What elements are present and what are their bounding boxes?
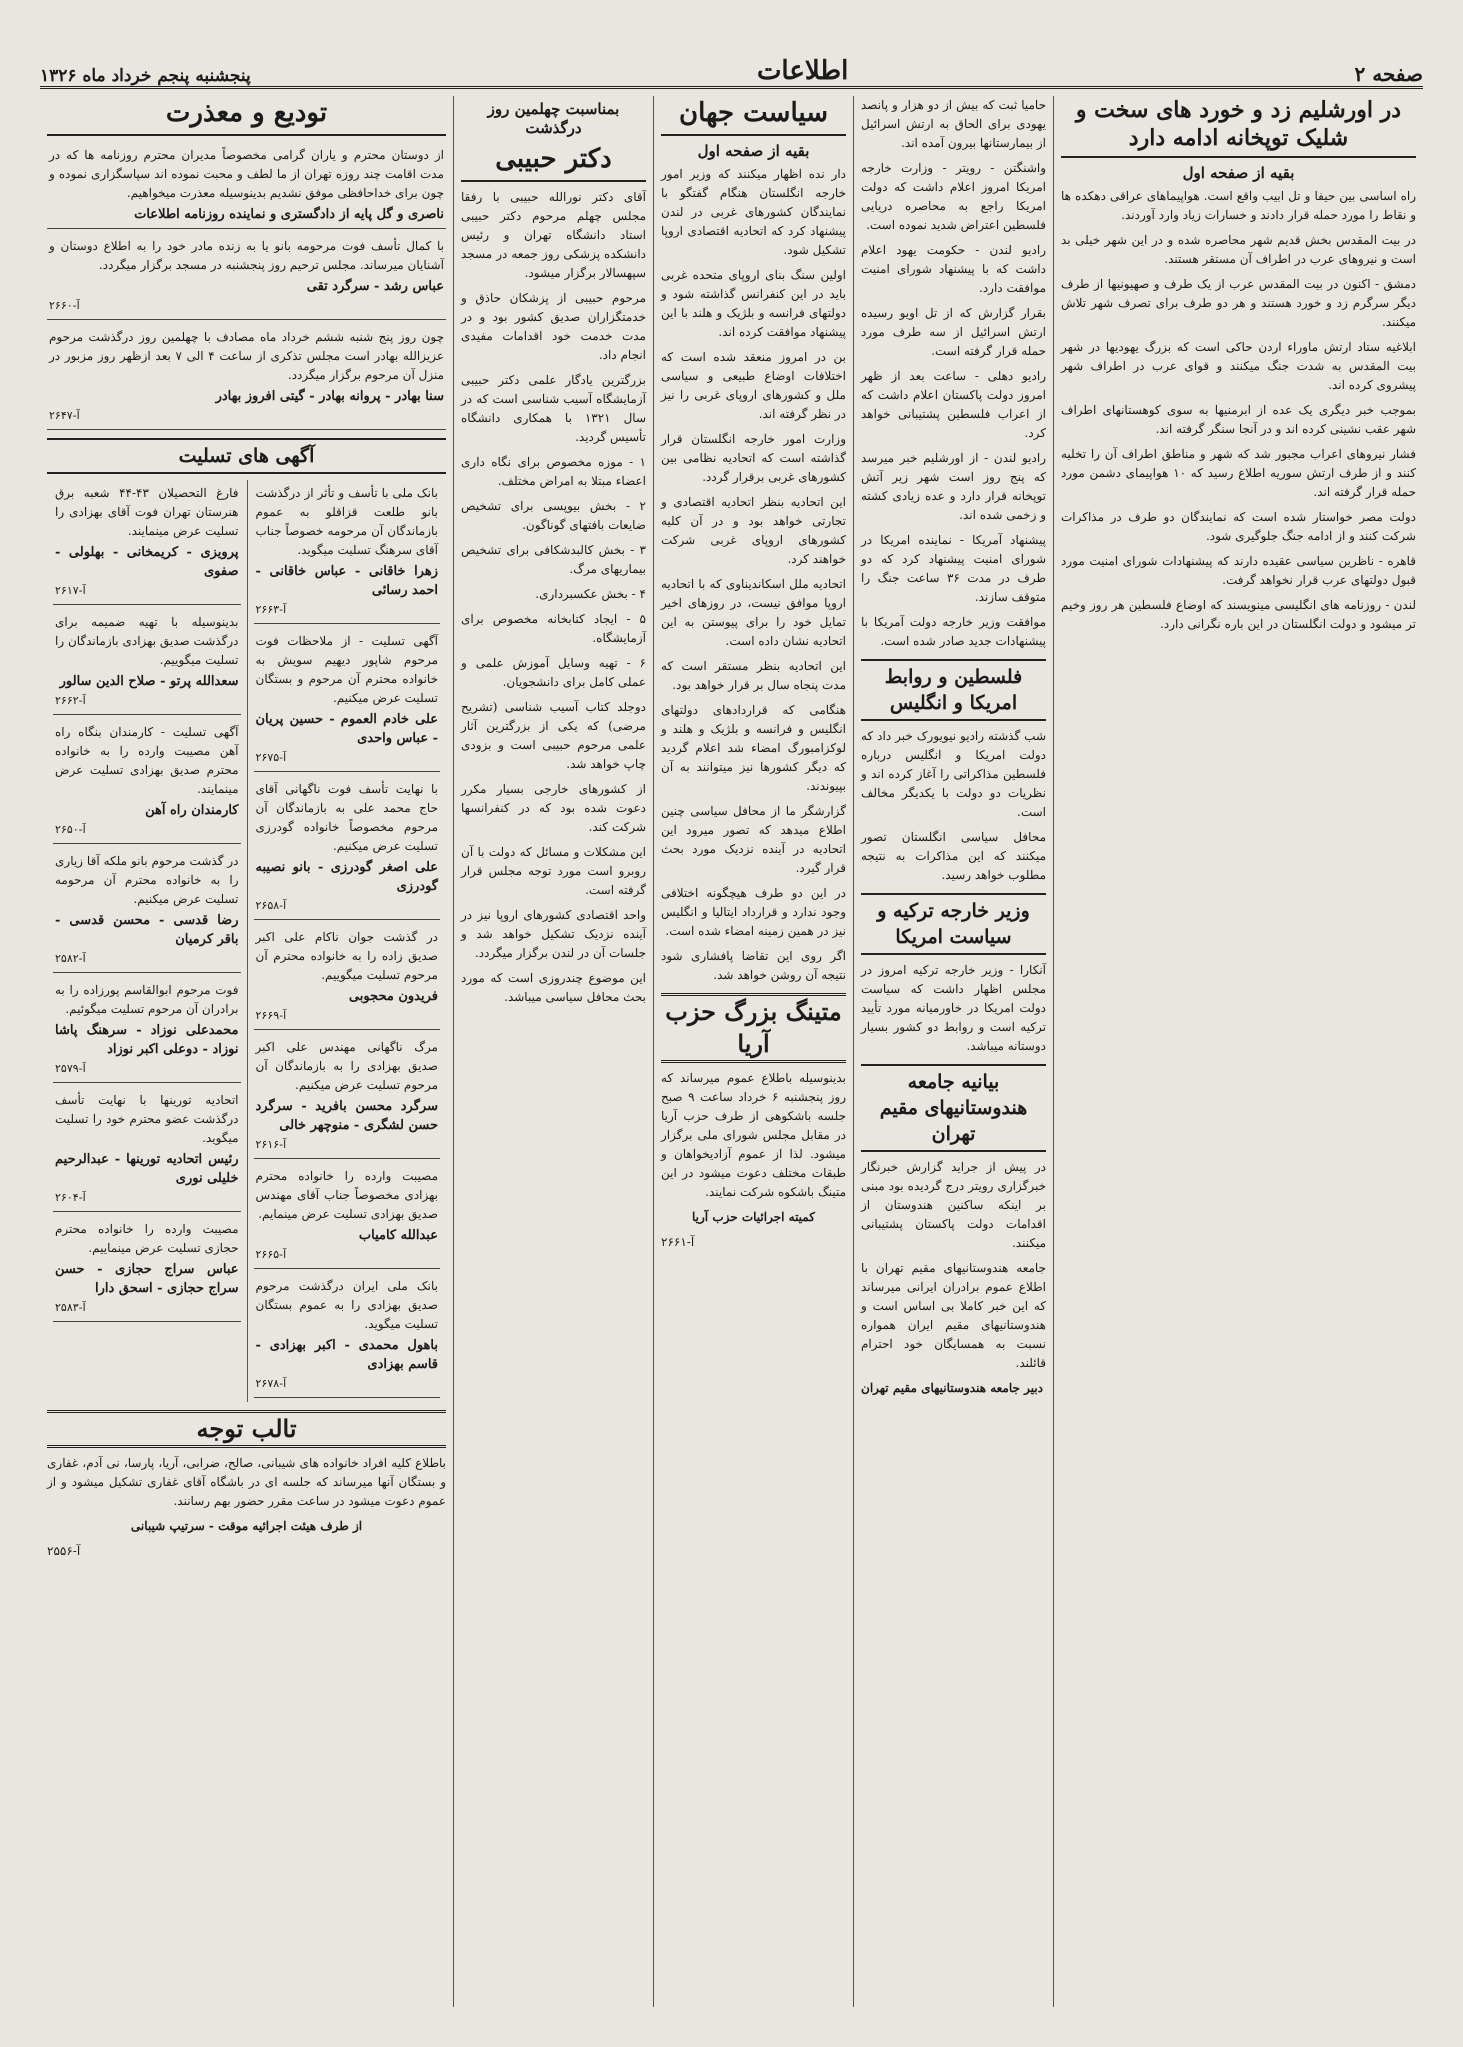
ad-code: آ-۲۵۵۶ — [47, 1544, 81, 1558]
article-paragraph: بموجب خبر دیگری یک عده از ابرمنیها به سوی کوهستانهای اطراف شهر عقب نشینی کرده اند و در آنجا سنگر گرفته اند. — [1061, 403, 1416, 436]
article-paragraph: ۴ - بخش عکسبرداری. — [535, 587, 646, 601]
notice-names: فریدون محجوبی — [348, 989, 438, 1004]
article-paragraph: از کشورهای خارجی بسیار مکرر دعوت شده بود که در کنفرانسها شرکت کند. — [461, 782, 646, 834]
page-header — [40, 52, 1423, 89]
notice-names: علی خادم العموم - حسین پریان - عباس واحدی — [255, 712, 438, 746]
article-paragraph: موافقت وزیر خارجه دولت آمریکا با پیشنهادات جدید صادر شده است. — [861, 615, 1046, 648]
article-paragraph: بن در امروز منعقد شده است که اختلافات اوضاع طبیعی و سیاسی ملل و کشورهای اروپای غربی را نیز در نظر گرفته اند. — [661, 350, 846, 421]
article-paragraph: بقرار گزارش که از تل اویو رسیده ارتش اسرائیل از سه طرف مورد حمله قرار گرفته است. — [861, 306, 1046, 358]
condolence-notice — [254, 1163, 441, 1269]
notice-code: آ-۲۶۵۰ — [55, 823, 86, 836]
notice-code: آ-۲۶۰۴ — [55, 1191, 86, 1204]
attention-ad-title: تالب توجه — [47, 1410, 446, 1448]
article-paragraph: آقای دکتر نورالله حبیبی با رفقا مجلس چهلم مرحوم دکتر حبیبی استاد دانشگاه تهران و رئیس دانشکده پزشکی روز جمعه در مسجد سپهسالار برگزار میشود. — [461, 190, 646, 280]
condolence-notice — [53, 848, 241, 973]
section-title-turkey: وزیر خارجه ترکیه و سیاست امریکا — [861, 893, 1046, 955]
article-paragraph: رادیو لندن - حکومت یهود اعلام داشت که با پیشنهاد شورای امنیت موافقت دارد. — [861, 243, 1046, 295]
notice-code: آ-۲۶۶۳ — [255, 603, 287, 616]
article-paragraph: وزارت امور خارجه انگلستان قرار گذاشته است که اتحادیه نظامی بین کشورهای غربی برقرار گردد. — [661, 432, 846, 484]
aria-party-ad-signature: کمیته اجرائیات حزب آریا — [692, 1210, 815, 1224]
notice-text: با کمال تأسف فوت مرحومه بانو یا به زنده مادر خود را به اطلاع دوستان و آشنایان میرساند. مجلس ترحیم روز پنجشنبه در مسجد برگزار میگردد. — [49, 239, 444, 272]
notice-text: مرگ ناگهانی مهندس علی اکبر صدیق بهزادی را به بازماندگان آن مرحوم تسلیت عرض میکنیم. — [255, 1040, 438, 1092]
condolence-notice — [254, 1273, 441, 1398]
notice-code: آ-۲۶۶۲ — [55, 694, 86, 707]
condolence-notice — [53, 719, 241, 844]
notice-code: آ-۲۶۶۹ — [255, 1009, 287, 1022]
aria-party-ad-text: بدینوسیله باطلاع عموم میرساند که روز پنجشنبه ۶ خرداد ساعت ۹ صبح جلسه باشکوهی از طرف حزب آریا در مقابل مجلس شورای ملی برگزار میشود. لذا از عموم آزادیخواهان و طبقات مختلف دعوت میشود در این متینگ باشکوه شرکت نمایند. — [661, 1071, 847, 1199]
article-paragraph: مرحوم حبیبی از پزشکان حاذق و خدمتگزاران صدیق کشور بود و در مدت خدمت خود اقدامات مفیدی انجام داد. — [461, 291, 646, 362]
notice-code: آ-۲۶۶۰ — [49, 299, 80, 312]
headline-jerusalem: در اورشلیم زد و خورد های سخت و شلیک توپخانه ادامه دارد — [1061, 96, 1416, 158]
condolence-column — [247, 480, 447, 1402]
article-paragraph: اگر روی این تقاضا پافشاری شود نتیجه آن روشن خواهد شد. — [661, 949, 846, 982]
column-jerusalem — [1053, 96, 1423, 2007]
article-paragraph: ۱ - موزه مخصوص برای نگاه داری اعضاء مبتلا به امراض مختلف. — [461, 455, 646, 488]
notice-names: زهرا خاقانی - عباس خاقانی - احمد رسائی — [255, 564, 438, 598]
ad-code: آ-۲۶۶۱ — [661, 1235, 695, 1249]
article-paragraph: این موضوع چندروزی است که مورد بحث محافل سیاسی میباشد. — [461, 971, 646, 1004]
article-paragraph: جامعه هندوستانیهای مقیم تهران با اطلاع عموم برادران ایرانی میرساند که این خبر کاملا بی اساس است و هندوستانیهای مقیم ایران همواره نسبت به همسایگان خود احترام قائلند. — [861, 1261, 1046, 1370]
article-paragraph: ۶ - تهیه وسایل آموزش علمی و عملی کامل برای دانشجویان. — [461, 656, 646, 689]
notice-names: کارمندان راه آهن — [145, 803, 239, 818]
article-paragraph: ۲ - بخش بیوپسی برای تشخیص ضایعات بافتهای گوناگون. — [461, 499, 646, 532]
article-paragraph: هنگامی که قراردادهای دولتهای انگلیس و فرانسه و بلژیک و هلند و لوکزامبورگ امضاء شد اعلام گردید که دیگر کشورها نیز میتوانند به آن بپیوندند. — [661, 703, 846, 793]
article-paragraph: دار نده اظهار میکنند که وزیر امور خارجه انگلستان هنگام گفتگو با نمایندگان کشورهای غربی در لندن پیشنهاد کرد که اتحادیه اقتصادی اروپا تشکیل شود. — [661, 167, 846, 257]
notice-code: آ-۲۶۶۵ — [255, 1248, 287, 1261]
article-paragraph: این اتحادیه بنظر مستقر است که مدت پنجاه سال بر قرار خواهد بود. — [661, 659, 846, 692]
article-paragraph: فشار نیروهای اعراب مجبور شد که شهر و مناطق اطراف آن را تخلیه کنند و از طرف ارتش سوریه اطلاع رسید که ۱۰ هواپیمای دشمن مورد حمله قرار گرفته اند. — [1061, 447, 1416, 499]
continued-label: بقیه از صفحه اول — [697, 142, 810, 160]
headline-farewell: تودیع و معذرت — [47, 96, 446, 136]
notice-code: آ-۲۶۷۵ — [255, 751, 287, 764]
columns — [40, 96, 1423, 2007]
notice-text: فارغ التحصیلان ۴۳-۴۴ شعبه برق هنرستان تهران فوت آقای بهزادی را تسلیت عرض مینمایند. — [55, 486, 239, 538]
article-paragraph: پیشنهاد آمریکا - نماینده امریکا در شورای امنیت پیشنهاد کرد که دو طرف در مدت ۳۶ ساعت جنگ را متوقف سازند. — [861, 533, 1046, 604]
notice-text: اتحادیه تورینها با نهایت تأسف درگذشت عضو محترم خود را تسلیت میگوید. — [55, 1093, 239, 1145]
article-paragraph: راه اساسی بین حیفا و تل ابیب واقع است. هواپیماهای عراقی دهکده ها و نقاط را مورد حمله قرار دادند و خسارات زیاد وارد آوردند. — [1061, 189, 1416, 222]
column-notices — [40, 96, 453, 2007]
article-paragraph: گزارشگر ما از محافل سیاسی چنین اطلاع میدهد که تصور میرود این اتحادیه در آینده نزدیک مورد بحث قرار گیرد. — [661, 804, 846, 875]
notice-code: آ-۲۶۴۷ — [49, 409, 80, 422]
notice-names: محمدعلی نوزاد - سرهنگ پاشا نوزاد - دوعلی اکبر نوزاد — [55, 1023, 239, 1057]
article-paragraph: در این دو طرف هیچگونه اختلافی وجود ندارد و قرارداد ایتالیا و انگلیس نیز در همین زمینه امضاء شده است. — [661, 886, 846, 938]
article-paragraph: این مشکلات و مسائل که دولت با آن روبرو است مورد توجه مجلس قرار گرفته است. — [461, 845, 646, 897]
condolence-notice — [53, 1216, 241, 1322]
article-paragraph: ابلاغیه ستاد ارتش ماوراء اردن حاکی است که بزرگ یهودیها در شهر بیت المقدس به شدت جنگ میکنند و قوای عرب در اطراف شهر پیشروی کرده اند. — [1061, 340, 1416, 392]
notice-code: آ-۲۵۸۲ — [55, 952, 86, 965]
farewell-notice — [47, 142, 446, 229]
article-paragraph: دوجلد کتاب آسیب شناسی (تشریح مرضی) که یکی از بزرگترین آثار علمی مرحوم حبیبی است و بزودی چاپ خواهد شد. — [461, 700, 646, 771]
attention-ad-text: باطلاع کلیه افراد خانواده های شیبانی، صالح، ضرابی، آریا، پارسا، نی آدم، غفاری و بستگان آنها میرساند که جلسه ای در باشگاه آقای غفاری تشکیل میشود و از عموم دعوت میشود در ساعت مقرر حضور بهم رسانند. — [47, 1456, 446, 1508]
article-paragraph: لندن - روزنامه های انگلیسی مینویسند که اوضاع فلسطین هر روز وخیم تر میشود و دولت انگلستان در این باره نگرانی دارد. — [1061, 598, 1416, 631]
notice-text: آگهی تسلیت - کارمندان بنگاه راه آهن مصیبت وارده را به خانواده محترم صدیق بهزادی تسلیت عرض مینمایند. — [55, 725, 239, 796]
notice-names: عباس سراج حجازی - حسن سراج حجازی - اسحق دارا — [55, 1262, 239, 1296]
notice-signature: ناصری و گل پایه از دادگستری و نماینده روزنامه اطلاعات — [134, 207, 444, 222]
continued-label: بقیه از صفحه اول — [1182, 164, 1295, 182]
section-title-indians: بیانیه جامعه هندوستانیهای مقیم تهران — [861, 1064, 1046, 1152]
notice-names: عباس رشد - سرگرد تقی — [306, 279, 444, 294]
article-paragraph: شب گذشته رادیو نیویورک خبر داد که دولت امریکا و انگلیس درباره فلسطین مذاکراتی را آغاز کرده اند و نظریات دو دولت با یکدیگر مخالف است. — [861, 729, 1046, 819]
notice-names: رضا قدسی - محسن قدسی - باقر کرمیان — [55, 913, 239, 947]
notice-code: آ-۲۶۱۶ — [255, 1138, 287, 1151]
notice-text: مصیبت وارده را خانواده محترم حجازی تسلیت عرض مینماییم. — [55, 1222, 239, 1255]
article-paragraph: واشنگتن - رویتر - وزارت خارجه امریکا امروز اعلام داشت که دولت امریکا راجع به محاصره دریایی فلسطین اعتراض شدید نموده است. — [861, 161, 1046, 232]
notice-code: آ-۲۵۸۳ — [55, 1301, 86, 1314]
headline-world-politics: سیاست جهان — [661, 96, 846, 136]
condolence-notice — [254, 776, 441, 920]
notice-text: از دوستان محترم و یاران گرامی مخصوصاً مدیران محترم روزنامه ها که در مدت اقامت چند روزه تهران از ما لطف و محبت نموده اند سپاسگزاری نموده و چون برای خداحافظی موفق نشدیم بدینوسیله معذرت میخواهیم. — [49, 148, 444, 200]
notice-text: در گذشت جوان ناکام علی اکبر صدیق زاده را به خانواده محترم آن مرحوم تسلیت میگوییم. — [255, 930, 438, 982]
article-paragraph: دمشق - اکنون در بیت المقدس عرب از یک طرف و صهیونیها از طرف دیگر سرگرم زد و خورد هستند و هر دو طرف برای تصرف شهر تلاش میکنند. — [1061, 277, 1416, 329]
section-title-palestine: فلسطین و روابط امریکا و انگلیس — [861, 659, 1046, 721]
notice-text: با نهایت تأسف فوت ناگهانی آقای حاج محمد علی به بازماندگان آن مرحوم مخصوصاً خانواده گودرزی تسلیت عرض میکنیم. — [255, 782, 438, 853]
article-paragraph: اولین سنگ بنای اروپای متحده غربی باید در این کنفرانس گذاشته شود و دولتهای فرانسه و بلژیک و هلند با این پیشنهاد موافقت کرده اند. — [661, 268, 846, 339]
article-paragraph: محافل سیاسی انگلستان تصور میکنند که این مذاکرات به نتیجه مطلوب خواهد رسید. — [861, 830, 1046, 882]
aria-party-ad-title: متینگ بزرگ حزب آریا — [661, 993, 846, 1063]
notice-text: بانک ملی ایران درگذشت مرحوم صدیق بهزادی را به عموم بستگان تسلیت میگوید. — [255, 1279, 438, 1331]
paper-name: اطلاعات — [756, 56, 849, 86]
condolence-notice — [53, 1087, 241, 1212]
notice-names: سعدالله پرتو - صلاح الدین سالور — [59, 674, 239, 689]
article-paragraph: بزرگترین یادگار علمی دکتر حبیبی آزمایشگاه آسیب شناسی است که در سال ۱۳۲۱ با همکاری دانشگاه تأسیس گردید. — [461, 373, 646, 444]
notice-text: فوت مرحوم ابوالقاسم پورزاده را به برادران آن مرحوم تسلیت میگوئیم. — [55, 983, 239, 1016]
page-number: صفحه ۲ — [1354, 62, 1423, 86]
article-paragraph: در پیش از جراید گزارش خبرنگار خبرگزاری رویتر درج گردیده بود مبنی بر اینکه ساکنین هندوستان از اقدامات دولت پاکستان پشتیبانی میکنند. — [861, 1160, 1046, 1250]
condolence-columns — [47, 480, 446, 1402]
article-paragraph: اتحادیه ملل اسکاندیناوی که با اتحادیه اروپا موافق نیست، در روزهای اخیر تمایل خود را برای پیوستن به این اتحادیه نشان داده است. — [661, 577, 846, 648]
article-paragraph: واحد اقتصادی کشورهای اروپا نیز در آینده نزدیک تشکیل خواهد شد و جلسات آن در لندن برگزار میگردد. — [461, 908, 646, 960]
column-world-news — [853, 96, 1053, 2007]
article-paragraph: در بیت المقدس بخش قدیم شهر محاصره شده و در این شهر خیلی بد است و نیروهای عرب در اطراف آن مستقر هستند. — [1061, 233, 1416, 266]
condolence-notice — [254, 628, 441, 772]
condolence-notice — [53, 480, 241, 605]
article-paragraph: این اتحادیه بنظر اتحادیه اقتصادی و تجارتی خواهد بود و در آن کلیه کشورهای اروپای غربی شرکت خواهند کرد. — [661, 495, 846, 566]
notice-code: آ-۲۶۵۸ — [255, 899, 287, 912]
issue-date: پنجشنبه پنجم خرداد ماه ۱۳۲۶ — [40, 66, 251, 86]
notice-code: آ-۲۶۷۸ — [255, 1377, 287, 1390]
memorial-notice — [47, 324, 446, 430]
notice-names: پرویزی - کریمخانی - بهلولی - صفوی — [55, 545, 239, 579]
headline-habibi: دکتر حبیبی — [461, 142, 646, 182]
article-paragraph: آنکارا - وزیر خارجه ترکیه امروز در مجلس اظهار داشت که سیاست دولت امریکا در خاورمیانه مورد تأیید ترکیه است و روابط دو کشور بسیار دوستانه میباشد. — [861, 963, 1046, 1053]
article-paragraph: رادیو لندن - از اورشلیم خبر میرسد که پنج روز است شهر زیر آتش توپخانه قرار دارد و عده زیادی کشته و زخمی شده اند. — [861, 451, 1046, 522]
notice-names: سنا بهادر - پروانه بهادر - گیتی افروز بهادر — [215, 389, 444, 404]
condolence-notice — [254, 480, 441, 624]
notice-code: آ-۲۶۱۷ — [55, 584, 86, 597]
habibi-occasion: بمناسبت چهلمین روز درگذشت — [487, 100, 620, 137]
article-paragraph: ۵ - ایجاد کتابخانه مخصوص برای آزمایشگاه. — [461, 612, 646, 645]
notice-code: آ-۲۵۷۹ — [55, 1062, 86, 1075]
condolence-notice — [254, 1034, 441, 1159]
condolence-notice — [53, 977, 241, 1083]
notice-text: در گذشت مرحوم بانو ملکه آقا زیاری را به خانواده محترم آن مرحومه تسلیت عرض میکنیم. — [55, 854, 239, 906]
notice-names: سرگرد محسن بافرید - سرگرد حسن لشگری - منوچهر خالی — [255, 1099, 438, 1133]
notice-names: عبدالله کامیاب — [358, 1228, 438, 1243]
notice-names: باهول محمدی - اکبر بهزادی - قاسم بهزادی — [255, 1338, 438, 1372]
attention-ad-signature: از طرف هیئت اجرائیه موقت - سرتیپ شیبانی — [130, 1519, 363, 1533]
column-world-politics — [653, 96, 853, 2007]
notice-text: بانک ملی با تأسف و تأثر از درگذشت بانو طلعت قزاقلو به عموم بازماندگان آن مرحومه خصوصاً جناب آقای سرهنگ تسلیت میگوید. — [255, 486, 438, 557]
notice-text: مصیبت وارده را خانواده محترم بهزادی مخصوصاً جناب آقای مهندس صدیق بهزادی تسلیت عرض مینمایم. — [255, 1169, 438, 1221]
article-signature: دبیر جامعه هندوستانیهای مقیم تهران — [861, 1381, 1044, 1395]
notice-names: رئیس اتحادیه تورینها - عبدالرحیم خلیلی نوری — [55, 1152, 239, 1186]
condolence-section-title: آگهی های تسلیت — [47, 438, 446, 474]
article-paragraph: ۳ - بخش کالبدشکافی برای تشخیص بیماریهای مرگ. — [461, 543, 646, 576]
column-habibi — [453, 96, 653, 2007]
article-paragraph: دولت مصر خواستار شده است که نمایندگان دو طرف در مذاکرات شرکت کنند و از ادامه جنگ جلوگیری شود. — [1061, 510, 1416, 543]
memorial-notice — [47, 233, 446, 320]
notice-text: چون روز پنج شنبه ششم خرداد ماه مصادف با چهلمین روز درگذشت مرحوم عزیزالله بهادر است مجلس تذکری از ساعت ۴ الی ۷ بعد ازظهر روز مزبور در منزل آن مرحوم برگزار میگردد. — [49, 330, 444, 382]
condolence-notice — [254, 924, 441, 1030]
notice-text: آگهی تسلیت - از ملاحظات فوت مرحوم شاپور دیهیم سویش به خانواده محترم آن مرحوم و بستگان تسلیت عرض میکنیم. — [255, 634, 438, 705]
article-paragraph: حامیا ثبت که بیش از دو هزار و پانصد یهودی برای الحاق به ارتش اسرائیل از بیمارستانها بیرون آمده اند. — [861, 98, 1046, 150]
article-paragraph: رادیو دهلی - ساعت بعد از ظهر امروز دولت پاکستان اعلام داشت که از اعراب فلسطین پشتیبانی خواهد کرد. — [861, 369, 1046, 440]
condolence-notice — [53, 609, 241, 715]
article-paragraph: قاهره - ناظرین سیاسی عقیده دارند که پیشنهادات شورای امنیت مورد قبول دولتهای عرب قرار نخواهد گرفت. — [1061, 554, 1416, 587]
notice-names: علی اصغر گودرزی - بانو نصیبه گودرزی — [255, 860, 438, 894]
notice-text: بدینوسیله با تهیه ضمیمه برای درگذشت صدیق بهزادی بازماندگان را تسلیت میگوییم. — [55, 615, 239, 667]
condolence-column — [47, 480, 247, 1326]
